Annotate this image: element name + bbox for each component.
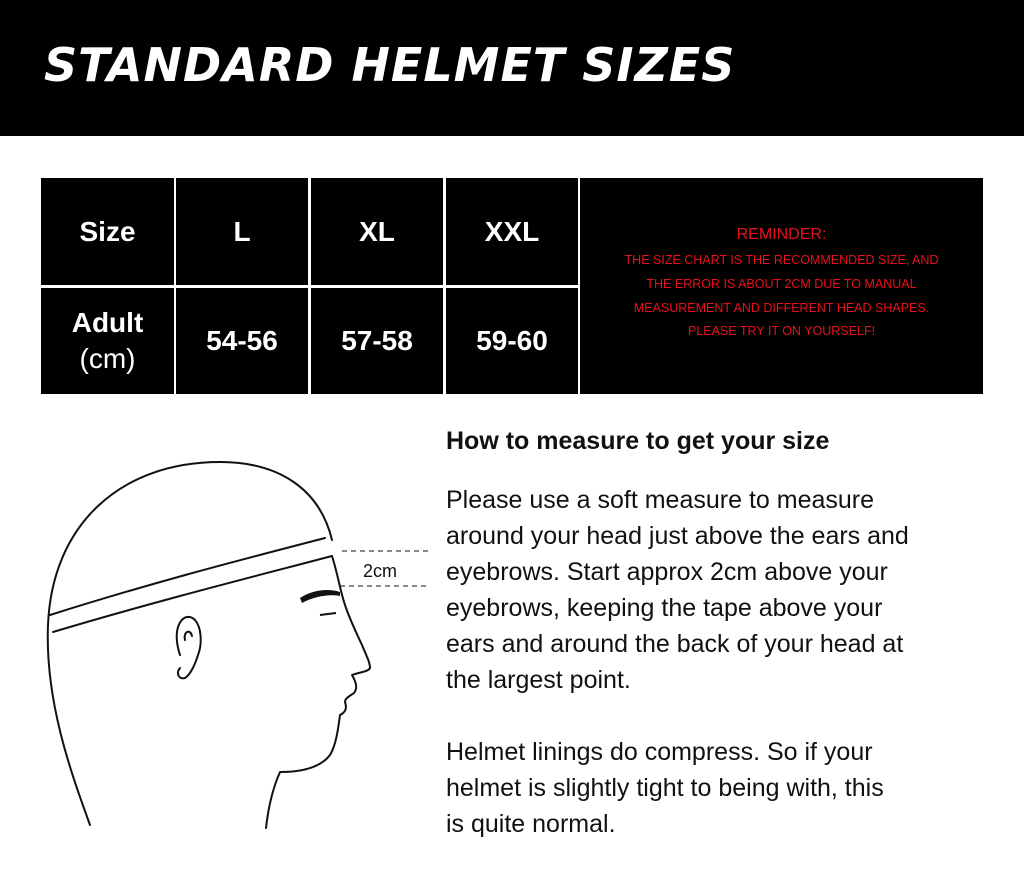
ear bbox=[185, 632, 192, 640]
head-outline bbox=[48, 462, 332, 825]
eyebrow bbox=[300, 590, 340, 603]
paragraph-line: eyebrows, keeping the tape above your bbox=[446, 594, 883, 622]
reminder-box bbox=[580, 178, 983, 394]
table-header-xl: XL bbox=[311, 178, 443, 285]
paragraph-line: Please use a soft measure to measure bbox=[446, 486, 875, 514]
unit-label: (cm) bbox=[79, 343, 136, 374]
reminder-line: THE ERROR IS ABOUT 2CM DUE TO MANUAL bbox=[646, 277, 917, 291]
table-cell-xxl-range: 59-60 bbox=[446, 288, 578, 394]
table-cell-xl-range: 57-58 bbox=[311, 288, 443, 394]
measure-label: 2cm bbox=[363, 561, 398, 581]
headband bbox=[50, 538, 325, 615]
table-row-label-adult bbox=[41, 288, 174, 394]
paragraph-line: eyebrows. Start approx 2cm above your bbox=[446, 558, 888, 586]
paragraph-line: ears and around the back of your head at bbox=[446, 630, 904, 658]
paragraph-line: the largest point. bbox=[446, 666, 631, 694]
paragraph-line: helmet is slightly tight to being with, this bbox=[446, 774, 884, 802]
page-title: STANDARD HELMET SIZES bbox=[44, 38, 736, 92]
table-header-xxl: XXL bbox=[446, 178, 578, 285]
reminder-line: PLEASE TRY IT ON YOURSELF! bbox=[687, 324, 876, 338]
head-measurement-illustration bbox=[40, 450, 440, 830]
header-banner bbox=[0, 0, 1024, 136]
ear bbox=[177, 617, 201, 678]
paragraph-line: around your head just above the ears and bbox=[446, 522, 909, 550]
table-header-size: Size bbox=[41, 178, 174, 285]
headband bbox=[53, 556, 332, 632]
eye bbox=[320, 613, 336, 615]
reminder-title: REMINDER: bbox=[736, 226, 827, 243]
reminder-line: MEASUREMENT AND DIFFERENT HEAD SHAPES. bbox=[633, 301, 930, 315]
instructions-heading: How to measure to get your size bbox=[446, 427, 830, 455]
table-header-l: L bbox=[176, 178, 308, 285]
paragraph-line: Helmet linings do compress. So if your bbox=[446, 738, 873, 766]
table-cell-l-range: 54-56 bbox=[176, 288, 308, 394]
adult-label: Adult bbox=[71, 307, 144, 338]
paragraph-line: is quite normal. bbox=[446, 810, 616, 838]
reminder-line: THE SIZE CHART IS THE RECOMMENDED SIZE, AND bbox=[624, 253, 939, 267]
